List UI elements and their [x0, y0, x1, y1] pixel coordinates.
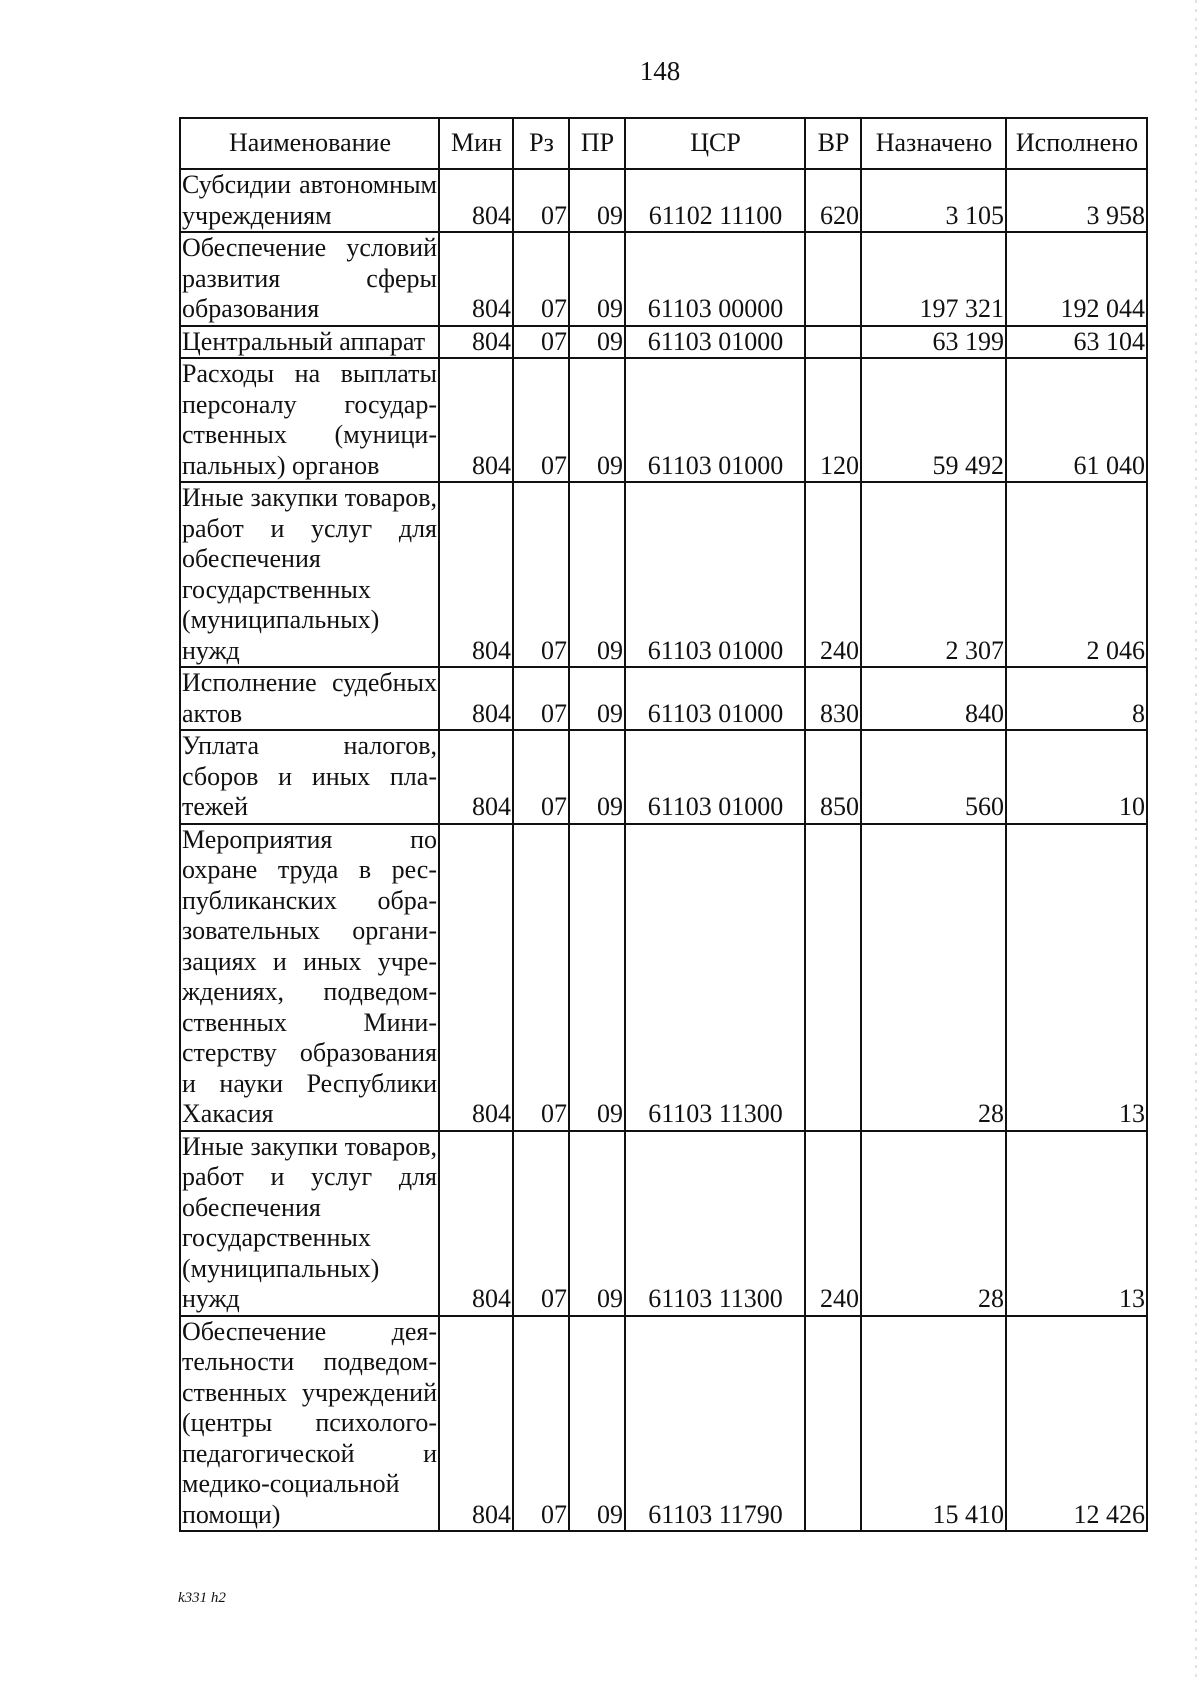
cell-executed: 3 958: [1006, 169, 1147, 232]
cell-pr: 09: [569, 1131, 625, 1316]
header-name: Наименование: [180, 118, 439, 169]
cell-min: 804: [439, 824, 513, 1131]
cell-name: Иные закупки товаров, работ и услуг для обеспечения государственных (муниципальных) нужд: [180, 482, 439, 667]
cell-csr: 61103 01000: [625, 667, 805, 730]
page-number: 148: [639, 56, 681, 86]
table-header-row: [180, 118, 1147, 169]
budget-table: [179, 117, 1148, 1532]
cell-assigned: 28: [861, 824, 1006, 1131]
header-pr: ПР: [569, 118, 625, 169]
table-row: [180, 1131, 1147, 1316]
cell-name: Уплата налогов, сборов и иных платежей: [180, 730, 439, 824]
cell-min: 804: [439, 326, 513, 359]
table-row: [180, 232, 1147, 326]
cell-executed: 12 426: [1006, 1316, 1147, 1532]
cell-min: 804: [439, 1316, 513, 1532]
table-row: [180, 482, 1147, 667]
table-row: [180, 824, 1147, 1131]
cell-vr: [805, 326, 861, 359]
cell-vr: 240: [805, 1131, 861, 1316]
table-row: [180, 1316, 1147, 1532]
cell-executed: 2 046: [1006, 482, 1147, 667]
cell-csr: 61103 11790: [625, 1316, 805, 1532]
table-row: [180, 169, 1147, 232]
cell-assigned: 59 492: [861, 358, 1006, 482]
cell-rz: 07: [513, 824, 569, 1131]
cell-vr: [805, 1316, 861, 1532]
cell-assigned: 63 199: [861, 326, 1006, 359]
cell-vr: 240: [805, 482, 861, 667]
cell-pr: 09: [569, 326, 625, 359]
cell-rz: 07: [513, 667, 569, 730]
cell-pr: 09: [569, 169, 625, 232]
header-vr: ВР: [805, 118, 861, 169]
header-assigned: Назначено: [861, 118, 1006, 169]
cell-csr: 61103 11300: [625, 824, 805, 1131]
cell-assigned: 197 321: [861, 232, 1006, 326]
cell-vr: 830: [805, 667, 861, 730]
cell-assigned: 28: [861, 1131, 1006, 1316]
cell-pr: 09: [569, 1316, 625, 1532]
table-row: [180, 730, 1147, 824]
cell-executed: 61 040: [1006, 358, 1147, 482]
cell-name: Обеспечение условий развития сферы образования: [180, 232, 439, 326]
cell-min: 804: [439, 482, 513, 667]
cell-executed: 192 044: [1006, 232, 1147, 326]
cell-csr: 61103 11300: [625, 1131, 805, 1316]
cell-executed: 13: [1006, 1131, 1147, 1316]
cell-min: 804: [439, 730, 513, 824]
cell-csr: 61103 01000: [625, 482, 805, 667]
table-row: [180, 358, 1147, 482]
cell-rz: 07: [513, 358, 569, 482]
cell-vr: 120: [805, 358, 861, 482]
cell-name: Субсидии автономным учреждениям: [180, 169, 439, 232]
cell-assigned: 15 410: [861, 1316, 1006, 1532]
cell-vr: [805, 232, 861, 326]
footer-code: k331 h2: [178, 1590, 226, 1606]
cell-rz: 07: [513, 730, 569, 824]
cell-csr: 61103 01000: [625, 326, 805, 359]
cell-csr: 61103 00000: [625, 232, 805, 326]
cell-min: 804: [439, 169, 513, 232]
cell-min: 804: [439, 232, 513, 326]
cell-pr: 09: [569, 730, 625, 824]
cell-rz: 07: [513, 1316, 569, 1532]
cell-executed: 10: [1006, 730, 1147, 824]
cell-assigned: 840: [861, 667, 1006, 730]
cell-pr: 09: [569, 667, 625, 730]
cell-rz: 07: [513, 1131, 569, 1316]
cell-rz: 07: [513, 482, 569, 667]
header-rz: Рз: [513, 118, 569, 169]
cell-vr: [805, 824, 861, 1131]
cell-name: Центральный аппарат: [180, 326, 439, 359]
table-row: [180, 667, 1147, 730]
cell-min: 804: [439, 1131, 513, 1316]
cell-executed: 13: [1006, 824, 1147, 1131]
cell-executed: 63 104: [1006, 326, 1147, 359]
cell-rz: 07: [513, 232, 569, 326]
table-row: [180, 326, 1147, 359]
cell-pr: 09: [569, 232, 625, 326]
cell-csr: 61103 01000: [625, 358, 805, 482]
cell-min: 804: [439, 667, 513, 730]
cell-name: Исполнение судебных актов: [180, 667, 439, 730]
cell-vr: 850: [805, 730, 861, 824]
cell-name: Расходы на выплаты персоналу государственных (муниципальных) органов: [180, 358, 439, 482]
cell-csr: 61102 11100: [625, 169, 805, 232]
cell-name: Мероприятия по охране труда в республиканских образовательных организациях и иных учреждениях, подведомственных Министерству образования и науки Республики Хакасия: [180, 824, 439, 1131]
cell-name: Иные закупки товаров, работ и услуг для обеспечения государственных (муниципальных) нужд: [180, 1131, 439, 1316]
scan-edge-artifact: [1195, 0, 1197, 1681]
cell-assigned: 2 307: [861, 482, 1006, 667]
cell-executed: 8: [1006, 667, 1147, 730]
cell-assigned: 560: [861, 730, 1006, 824]
cell-min: 804: [439, 358, 513, 482]
cell-pr: 09: [569, 824, 625, 1131]
cell-pr: 09: [569, 358, 625, 482]
cell-rz: 07: [513, 326, 569, 359]
header-min: Мин: [439, 118, 513, 169]
cell-rz: 07: [513, 169, 569, 232]
cell-name: Обеспечение деятельности подведомственных учреждений (центры психолого-педагогической и медико-социальной помощи): [180, 1316, 439, 1532]
cell-assigned: 3 105: [861, 169, 1006, 232]
cell-vr: 620: [805, 169, 861, 232]
header-csr: ЦСР: [625, 118, 805, 169]
cell-csr: 61103 01000: [625, 730, 805, 824]
header-executed: Исполнено: [1006, 118, 1147, 169]
cell-pr: 09: [569, 482, 625, 667]
